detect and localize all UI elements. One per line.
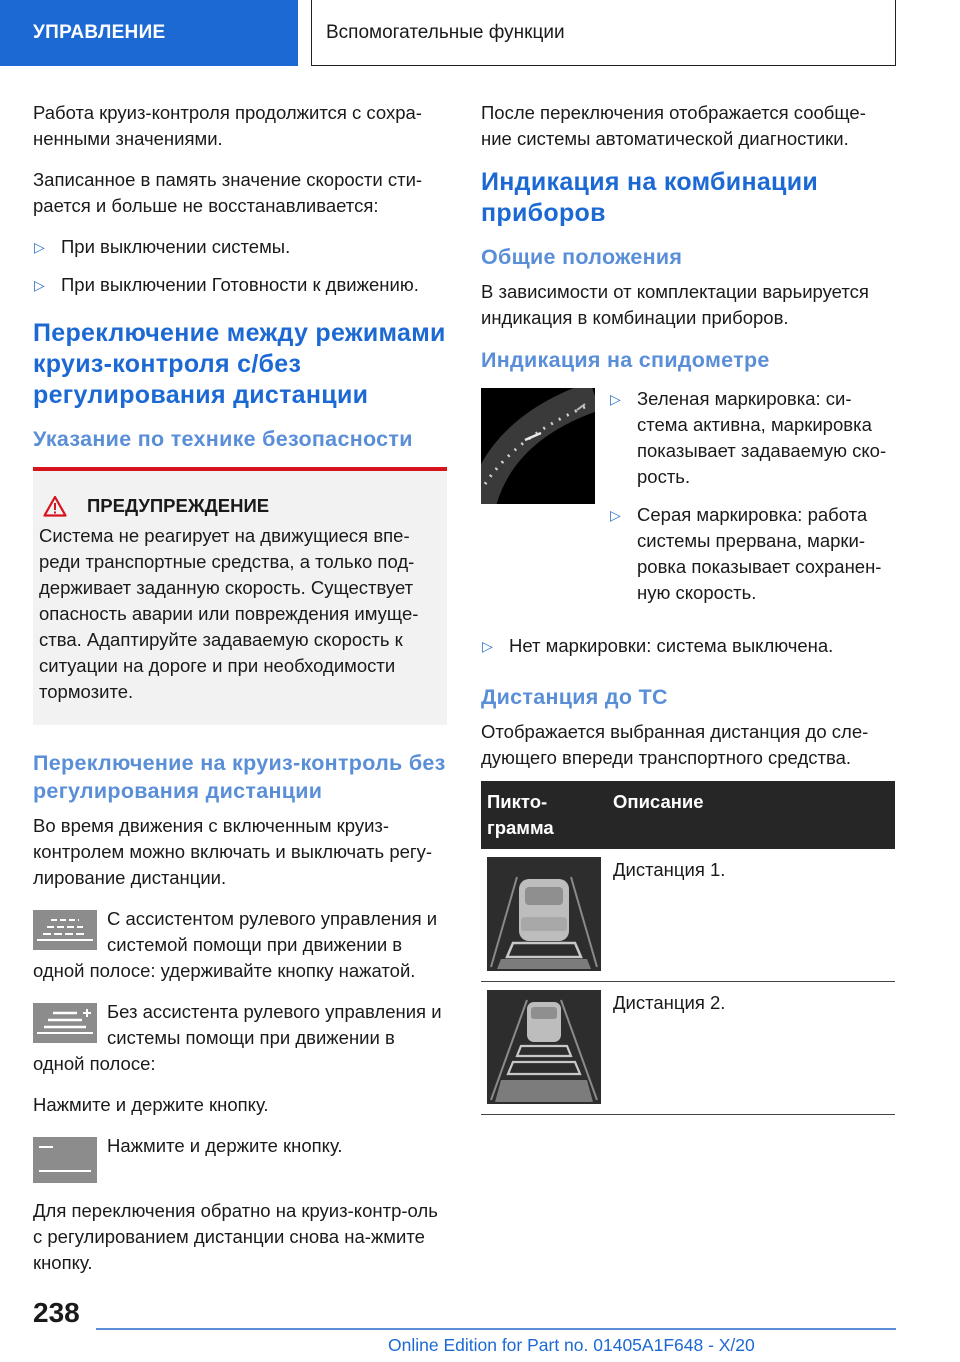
heading-switch-modes: Переключение между режимами круиз-контроля с/без регулирования дистанции xyxy=(33,319,446,409)
warning-title xyxy=(43,493,441,519)
list-item xyxy=(609,502,895,606)
table-header-row xyxy=(481,781,895,849)
table-row xyxy=(481,849,895,982)
instruction-cruise-button xyxy=(33,1133,447,1183)
pictogram-cell xyxy=(481,982,607,1115)
instruction-text: С ассистентом рулевого управления и системой помощи при движении в одной полосе: удерживайте кнопку нажатой. xyxy=(33,908,438,981)
right-column xyxy=(481,100,895,1115)
heading-switch-to-cruise: Переключение на круиз-контроль без регулирования дистанции xyxy=(33,751,446,803)
heading-instrument-display: Индикация на комбинации приборов xyxy=(481,168,819,227)
warning-triangle-icon xyxy=(43,495,67,517)
distance-table xyxy=(481,781,895,1115)
description-cell: Дистанция 1. xyxy=(607,849,895,982)
instruction-with-steering-assist xyxy=(33,906,447,984)
speedometer-arc-icon xyxy=(481,388,595,504)
speedometer-section xyxy=(481,386,895,633)
pictogram-cell xyxy=(481,849,607,982)
heading-general: Общие положения xyxy=(481,245,683,269)
table-row xyxy=(481,982,895,1115)
erase-conditions-list xyxy=(33,234,447,298)
triangle-bullet-icon: ▷ xyxy=(610,391,621,407)
column-header-description: Описание xyxy=(607,781,895,849)
car-distance-icon xyxy=(487,857,601,971)
column-header-pictogram: Пикто-грамма xyxy=(481,781,607,849)
distance-button-icon xyxy=(33,1003,97,1043)
list-item xyxy=(609,386,895,490)
distance-1-pictogram xyxy=(487,857,601,971)
triangle-bullet-icon: ▷ xyxy=(610,507,621,523)
heading-speedometer: Индикация на спидометре xyxy=(481,348,770,372)
distance-bars-icon xyxy=(33,1003,97,1043)
instruction-text: Без ассистента рулевого управления и системы помощи при движении в одной полосе: xyxy=(33,1001,442,1074)
left-column xyxy=(33,100,447,1291)
distance-2-pictogram xyxy=(487,990,601,1104)
edition-link[interactable]: Online Edition for Part no. 01405A1F648 - X/20 xyxy=(388,1335,755,1355)
warning-title-text: ПРЕДУПРЕЖДЕНИЕ xyxy=(87,495,270,516)
paragraph-continue: Работа круиз-контроля продолжится с сохра-ненными значениями. xyxy=(33,102,422,149)
list-item-text: Серая маркировка: работа системы прервана, марки-ровка показывает сохранен-ную скорость. xyxy=(637,504,882,603)
chapter-title xyxy=(311,0,896,66)
section-tab: УПРАВЛЕНИЕ xyxy=(0,0,298,66)
cruise-button-icon xyxy=(33,1137,97,1183)
paragraph-switch-back: Для переключения обратно на круиз-контр-оль с регулированием дистанции снова на-жмите кнопку. xyxy=(33,1200,438,1273)
description-cell: Дистанция 2. xyxy=(607,982,895,1115)
heading-distance: Дистанция до ТС xyxy=(481,685,668,709)
chapter-label: Вспомогательные функции xyxy=(326,21,565,43)
list-item-text: Зеленая маркировка: си-стема активна, маркировка показывает задаваемую ско-рость. xyxy=(637,388,887,487)
page-number: 238 xyxy=(33,1297,80,1328)
instruction-text: Нажмите и держите кнопку. xyxy=(107,1135,343,1156)
distance-button-icon xyxy=(33,910,97,950)
warning-box xyxy=(33,467,447,725)
paragraph-erased: Записанное в память значение скорости сти-рается и больше не восстанавливается: xyxy=(33,169,423,216)
marking-list xyxy=(609,386,895,618)
heading-safety: Указание по технике безопасности xyxy=(33,427,413,451)
instruction-without-steering-assist xyxy=(33,999,447,1077)
cruise-bars-icon xyxy=(33,1137,97,1183)
no-marking-list xyxy=(481,633,895,659)
paragraph-distance: Отображается выбранная дистанция до сле-дующего впереди транспортного средства. xyxy=(481,721,869,768)
triangle-bullet-icon: ▷ xyxy=(34,239,45,255)
list-item-text: При выключении Готовности к движению. xyxy=(61,274,419,295)
triangle-bullet-icon: ▷ xyxy=(34,277,45,293)
distance-bars-icon xyxy=(33,910,97,950)
paragraph-press-hold: Нажмите и держите кнопку. xyxy=(33,1094,269,1115)
list-item xyxy=(33,272,447,298)
footer-divider xyxy=(96,1328,896,1330)
list-item-text: При выключении системы. xyxy=(61,236,291,257)
speedometer-image xyxy=(481,388,595,504)
list-item-text: Нет маркировки: система выключена. xyxy=(509,635,834,656)
car-distance-icon xyxy=(487,990,601,1104)
list-item xyxy=(481,633,895,659)
list-item xyxy=(33,234,447,260)
paragraph-equipment: В зависимости от комплектации варьируется индикация в комбинации приборов. xyxy=(481,281,869,328)
warning-text: Система не реагирует на движущиеся впе-реди транспортные средства, а только под-держивает заданную скорость. Существует опасность аварии или повреждения имуще-ства. Адаптируйте задаваемую скорость к ситуации на дороге и при необходимости тормозите. xyxy=(39,525,419,702)
triangle-bullet-icon: ▷ xyxy=(482,638,493,654)
paragraph-toggle-distance: Во время движения с включенным круиз-контролем можно включать и выключать регу-лирование дистанции. xyxy=(33,815,433,888)
paragraph-after-switch: После переключения отображается сообще-ние системы автоматической диагностики. xyxy=(481,102,866,149)
